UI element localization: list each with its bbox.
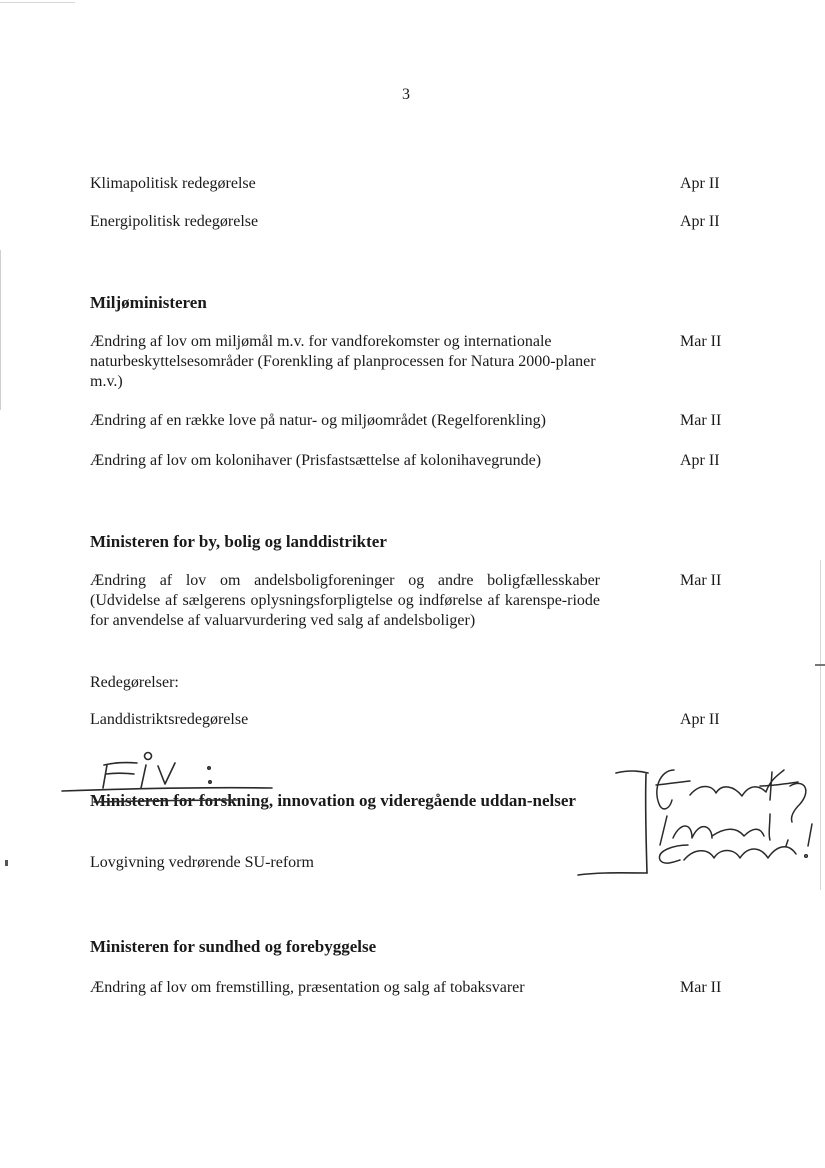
item-date: Apr II [680,711,720,728]
handwritten-bracket-side [646,774,647,873]
item-title: Klimapolitisk redegørelse [90,175,256,192]
item-title: Ændring af lov om kolonihaver (Prisfastsættelse af kolonihavegrunde) [90,452,542,469]
subheading-redegoerelser: Redegørelser: [90,674,179,691]
item-title: Energipolitisk redegørelse [90,213,259,230]
item-date: Mar II [680,412,722,429]
section-heading-forskning: Ministeren for forskning, innovation og videregående uddan-nelser [90,791,576,810]
section-heading-miljoe: Miljøministeren [90,293,207,312]
handwritten-formentlig-note [656,770,812,863]
item-date: Apr II [680,452,720,469]
item-title: Landdistriktsredegørelse [90,711,249,728]
item-title: Ændring af lov om miljømål m.v. for vandforekomster og internationale naturbeskyttelsesområder (Forenkling af planprocessen for Natura 2000-planer m.v.) [90,333,596,390]
item-date: Mar II [680,572,722,589]
item-title: Lovgivning vedrørende SU-reform [90,854,314,871]
item-date: Mar II [680,333,722,350]
item-title: Ændring af en række love på natur- og miljøområdet (Regelforenkling) [90,412,546,429]
handwritten-bracket-bottom [578,873,647,875]
handwritten-bracket-top [616,771,648,773]
section-heading-by-bolig: Ministeren for by, bolig og landdistrikter [90,532,387,551]
handwritten-fiv-note [103,753,211,789]
page-number: 3 [402,86,410,103]
handwritten-strike [94,800,237,802]
item-date: Apr II [680,175,720,192]
item-date: Mar II [680,979,722,996]
handwritten-underline [62,788,272,791]
item-title: Ændring af lov om fremstilling, præsentation og salg af tobaksvarer [90,979,525,996]
section-heading-sundhed: Ministeren for sundhed og forebyggelse [90,937,377,956]
item-title: Ændring af lov om andelsboligforeninger og andre boligfællesskaber (Udvidelse af sælgerens oplysningsforpligtelse og indførelse af karenspe-riode for anvendelse af valuarvurdering ved salg af andelsboliger) [90,572,600,629]
item-date: Apr II [680,213,720,230]
